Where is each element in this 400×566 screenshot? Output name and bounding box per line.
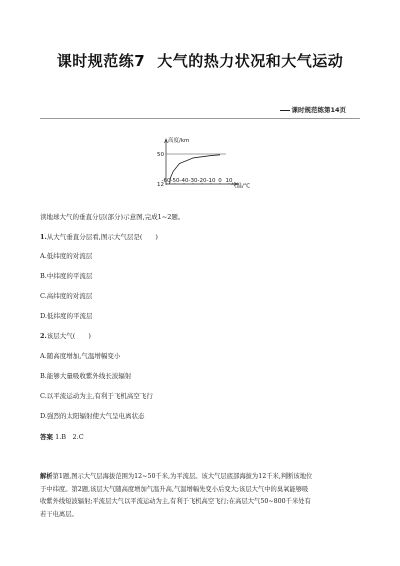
intro-text: 读地球大气的垂直分层(部分)示意图,完成1~2题。 — [40, 213, 185, 221]
title-topic: 大气的热力状况和大气运动 — [157, 52, 344, 70]
x-tick-label: -60 — [161, 178, 171, 184]
question-1-number: 1. — [40, 233, 47, 241]
x-tick-label: 10 — [225, 178, 233, 184]
question-1-stem — [40, 233, 158, 242]
explanation-label: 解析 — [40, 473, 53, 480]
y-tick-label: 50 — [157, 152, 164, 158]
explanation-line: 收紫外线短波辐射;平流层大气以平流运动为主,有利于飞机高空飞行;在高层大气50~800千米处有 — [40, 498, 311, 505]
question-2-option-b: B.能够大量吸收紫外线长波辐射 — [40, 372, 132, 380]
y-axis-title: 高度/km — [168, 138, 190, 144]
x-tick-label: -10 — [206, 178, 216, 184]
page-title — [0, 50, 400, 71]
y-tick-label: 12 — [157, 182, 164, 188]
atmosphere-layer-chart — [148, 134, 258, 204]
explanation-line: 于中纬度。第2题,该层大气随高度增加气温升高,气温增幅先变小后变大;该层大气中的臭氧能够吸 — [40, 485, 309, 493]
x-tick-label: -30 — [188, 178, 198, 184]
explanation-line: 解析第1题,图示大气层海拔范围为12~50千米,为平流层。该大气层底部海拔为12千米,判断该地位 — [40, 473, 313, 480]
reference-underline — [280, 110, 290, 111]
page-reference-text: 课时规范练第14页 — [291, 106, 346, 114]
question-2-option-c: C.以平流运动为主,有利于飞机高空飞行 — [40, 392, 153, 400]
question-2-stem — [40, 332, 91, 341]
question-1-text: 从大气垂直分层看,图示大气层是( ) — [46, 233, 158, 241]
header-divider — [40, 118, 360, 119]
x-tick-label: -40 — [179, 178, 189, 184]
question-2-number: 2. — [40, 332, 47, 340]
explanation-line: 若干电离层。 — [40, 510, 78, 518]
answer-text: 1.B 2.C — [55, 433, 84, 441]
title-series: 课时规范练7 — [56, 52, 146, 70]
x-tick-label: -20 — [197, 178, 207, 184]
x-tick-label: -50 — [170, 178, 180, 184]
question-1-option-b: B.中纬度的平流层 — [40, 272, 93, 280]
question-2-option-d: D.强烈的太阳辐射使大气呈电离状态 — [40, 412, 145, 420]
explanation-block — [40, 471, 360, 521]
answer-line — [40, 433, 84, 442]
x-tick-label: 0 — [218, 178, 222, 184]
question-2-text: 该层大气( ) — [46, 332, 91, 340]
x-axis-title: 气温/℃ — [231, 183, 251, 190]
answer-label: 答案 — [40, 433, 53, 441]
question-1-option-c: C.高纬度的对流层 — [40, 292, 93, 300]
page-reference — [280, 105, 346, 114]
question-1-option-a: A.低纬度的对流层 — [40, 252, 93, 260]
question-2-option-a: A.随高度增加,气温增幅变小 — [40, 352, 121, 360]
question-1-option-d: D.低纬度的平流层 — [40, 312, 93, 320]
